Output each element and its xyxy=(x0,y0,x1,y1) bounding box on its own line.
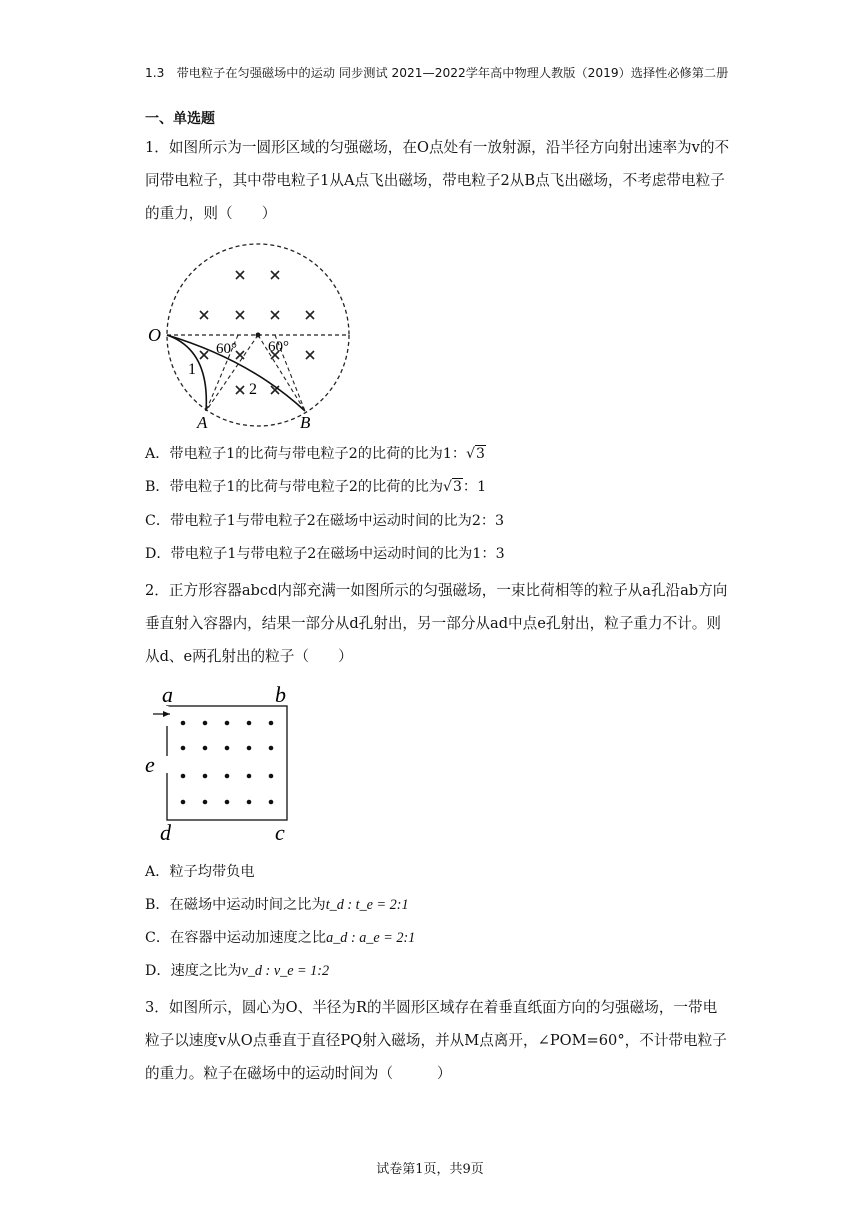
q2-option-a[interactable]: A．粒子均带负电 xyxy=(145,864,255,880)
field-dots xyxy=(181,721,274,805)
label-path-2: 2 xyxy=(249,381,257,398)
label-B: B xyxy=(300,413,311,432)
q1-option-a[interactable]: A．带电粒子1的比荷与带电粒子2的比荷的比为1：√3 xyxy=(145,446,485,462)
label-A: A xyxy=(197,413,208,432)
q1-option-d[interactable]: D．带电粒子1与带电粒子2在磁场中运动时间的比为1：3 xyxy=(145,546,505,562)
q2-option-d[interactable]: D．速度之比为v_d : v_e = 1:2 xyxy=(145,963,330,979)
label-b: b xyxy=(275,682,286,707)
q2-option-d-expr: v_d : v_e = 1:2 xyxy=(241,963,330,979)
q1-option-b[interactable]: B．带电粒子1的比荷与带电粒子2的比荷的比为√3：1 xyxy=(145,479,487,495)
q1-option-c[interactable]: C．带电粒子1与带电粒子2在磁场中运动时间的比为2：3 xyxy=(145,513,505,529)
section-title: 一、单选题 xyxy=(145,111,215,127)
question-1-stem: 1．如图所示为一圆形区域的匀强磁场，在O点处有一放射源，沿半径方向射出速率为v的不同带电粒子，其中带电粒子1从A点飞出磁场，带电粒子2从B点飞出磁场，不考虑带电粒子的重力，则（ ） xyxy=(145,139,730,222)
q2-option-b-expr: t_d : t_e = 2:1 xyxy=(325,897,409,913)
question-3-stem: 3．如图所示，圆心为O、半径为R的半圆形区域存在着垂直纸面方向的匀强磁场，一带电粒子以速度v从O点垂直于直径PQ射入磁场，并从M点离开，∠POM=60°，不计带电粒子的重力。粒子在磁场中的运动时间为（ ） xyxy=(145,999,727,1082)
figure-square-container xyxy=(140,680,300,850)
label-c: c xyxy=(275,820,285,845)
label-e: e xyxy=(145,752,155,777)
figure-circle-field xyxy=(140,240,360,435)
label-d: d xyxy=(160,820,171,845)
label-path-1: 1 xyxy=(188,361,196,378)
question-2-stem: 2．正方形容器abcd内部充满一如图所示的匀强磁场，一束比荷相等的粒子从a孔沿ab方向垂直射入容器内，结果一部分从d孔射出，另一部分从ad中点e孔射出，粒子重力不计。则从d、e两孔射出的粒子（ ） xyxy=(145,582,728,665)
q2-option-c[interactable]: C．在容器中运动加速度之比a_d : a_e = 2:1 xyxy=(145,930,416,946)
page-title: 1.3 带电粒子在匀强磁场中的运动 同步测试 2021—2022学年高中物理人教版（2019）选择性必修第二册 xyxy=(145,66,729,80)
label-a: a xyxy=(162,682,173,707)
page-footer: 试卷第1页，共9页 xyxy=(376,1162,484,1177)
label-angle-2: 60° xyxy=(268,339,289,355)
label-O: O xyxy=(148,325,161,345)
q2-option-c-expr: a_d : a_e = 2:1 xyxy=(326,930,416,946)
label-angle-1: 60° xyxy=(216,341,237,357)
q2-option-b[interactable]: B．在磁场中运动时间之比为t_d : t_e = 2:1 xyxy=(145,897,409,913)
